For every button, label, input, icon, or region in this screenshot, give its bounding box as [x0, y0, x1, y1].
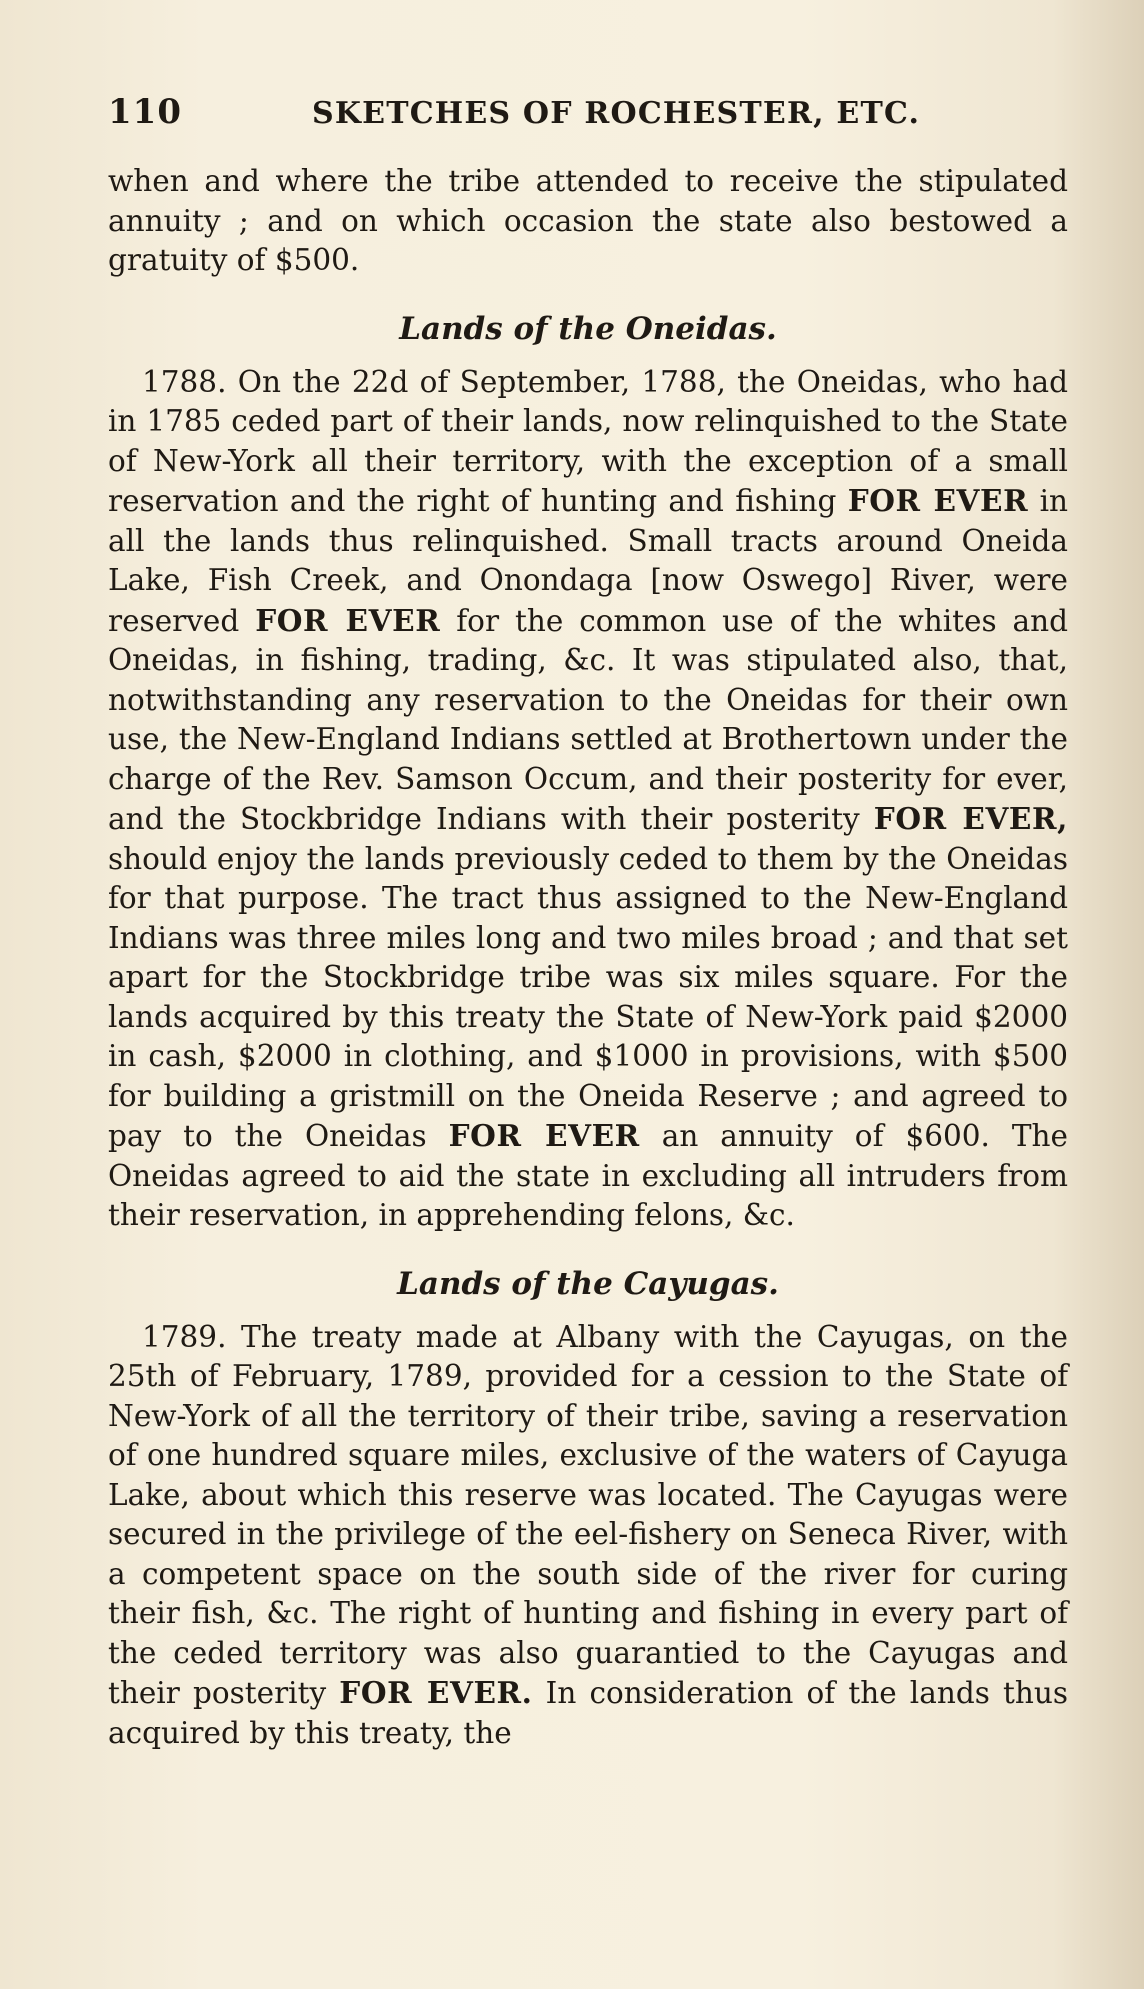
for-ever-small-caps: FOR EVER	[448, 1118, 640, 1153]
oneidas-paragraph	[108, 363, 1068, 1236]
for-ever-small-caps: FOR EVER,	[873, 801, 1069, 836]
section-heading-cayugas: Lands of the Cayugas.	[397, 1265, 779, 1302]
cayugas-paragraph	[108, 1318, 1068, 1754]
running-head: SKETCHES OF ROCHESTER, ETC.	[311, 96, 921, 131]
for-ever-small-caps: FOR EVER.	[339, 1675, 533, 1710]
cayugas-text-part-1: The treaty made at Albany with the Cayugas, on the 25th of February, 1789, provided for a cession to the State of New-York of all the territory of their tribe, saving a reservation of one hundred square miles, exclusive of the waters of Cayuga Lake, about which this reserve was located. The Cayugas were secured in the privilege of the eel-fishery on Seneca River, with a competent space on the south side of the river for curing their fish, &c. The right of hunting and fishing in every part of the ceded territory was also guarantied to the Cayugas and their posterity	[108, 1319, 1068, 1710]
oneidas-text-part-1: On the 22d of September, 1788, the Oneidas, who had in 1785 ceded part of their lands, now relinquished to the State of New-York all their territory, with the exception of a small reservation and the right of hunting and fishing	[108, 364, 1068, 518]
cayugas-year: 1789.	[142, 1319, 227, 1354]
page-header	[108, 92, 1068, 132]
oneidas-text-part-9: an annuity of $600. The Oneidas agreed to aid the state in excluding all intruders from their reservation, in apprehending felons, &c.	[108, 1119, 1068, 1232]
oneidas-text-part-7: should enjoy the lands previously ceded to them by the Oneidas for that purpose. The tract thus assigned to the New-England Indians was three miles long and two miles broad ; and that set apart for the Stockbridge tribe was six miles square. For the lands acquired by this treaty the State of New-York paid $2000 in cash, $2000 in clothing, and $1000 in provisions, with $500 for building a gristmill on the Oneida Reserve ; and agreed to pay to the Oneidas	[108, 841, 1068, 1153]
for-ever-small-caps: FOR EVER	[255, 602, 441, 638]
page-number: 110	[108, 92, 182, 132]
cayugas-text-part-3: In consideration of the lands thus acquired by this treaty, the	[108, 1676, 1068, 1750]
opening-paragraph: when and where the tribe attended to receive the stipulated annuity ; and on which occasion the state also bestowed a gratuity of $500.	[108, 164, 1068, 277]
for-ever-small-caps: FOR EVER	[847, 483, 1029, 518]
section-heading-oneidas: Lands of the Oneidas.	[399, 310, 777, 347]
oneidas-year: 1788.	[142, 364, 227, 399]
oneidas-text-part-3: in all the lands thus relinquished. Small tracts around Oneida Lake, Fish Creek, and Onondaga [now Oswego] River, were reserved	[108, 484, 1069, 638]
oneidas-text-part-5: for the common use of the whites and Oneidas, in fishing, trading, &c. It was stipulated also, that, notwithstanding any reservation to the Oneidas for their own use, the New-England Indians settled at Brothertown under the charge of the Rev. Samson Occum, and their posterity for ever, and the Stockbridge Indians with their posterity	[108, 603, 1068, 836]
page-text-block	[108, 92, 1068, 1753]
